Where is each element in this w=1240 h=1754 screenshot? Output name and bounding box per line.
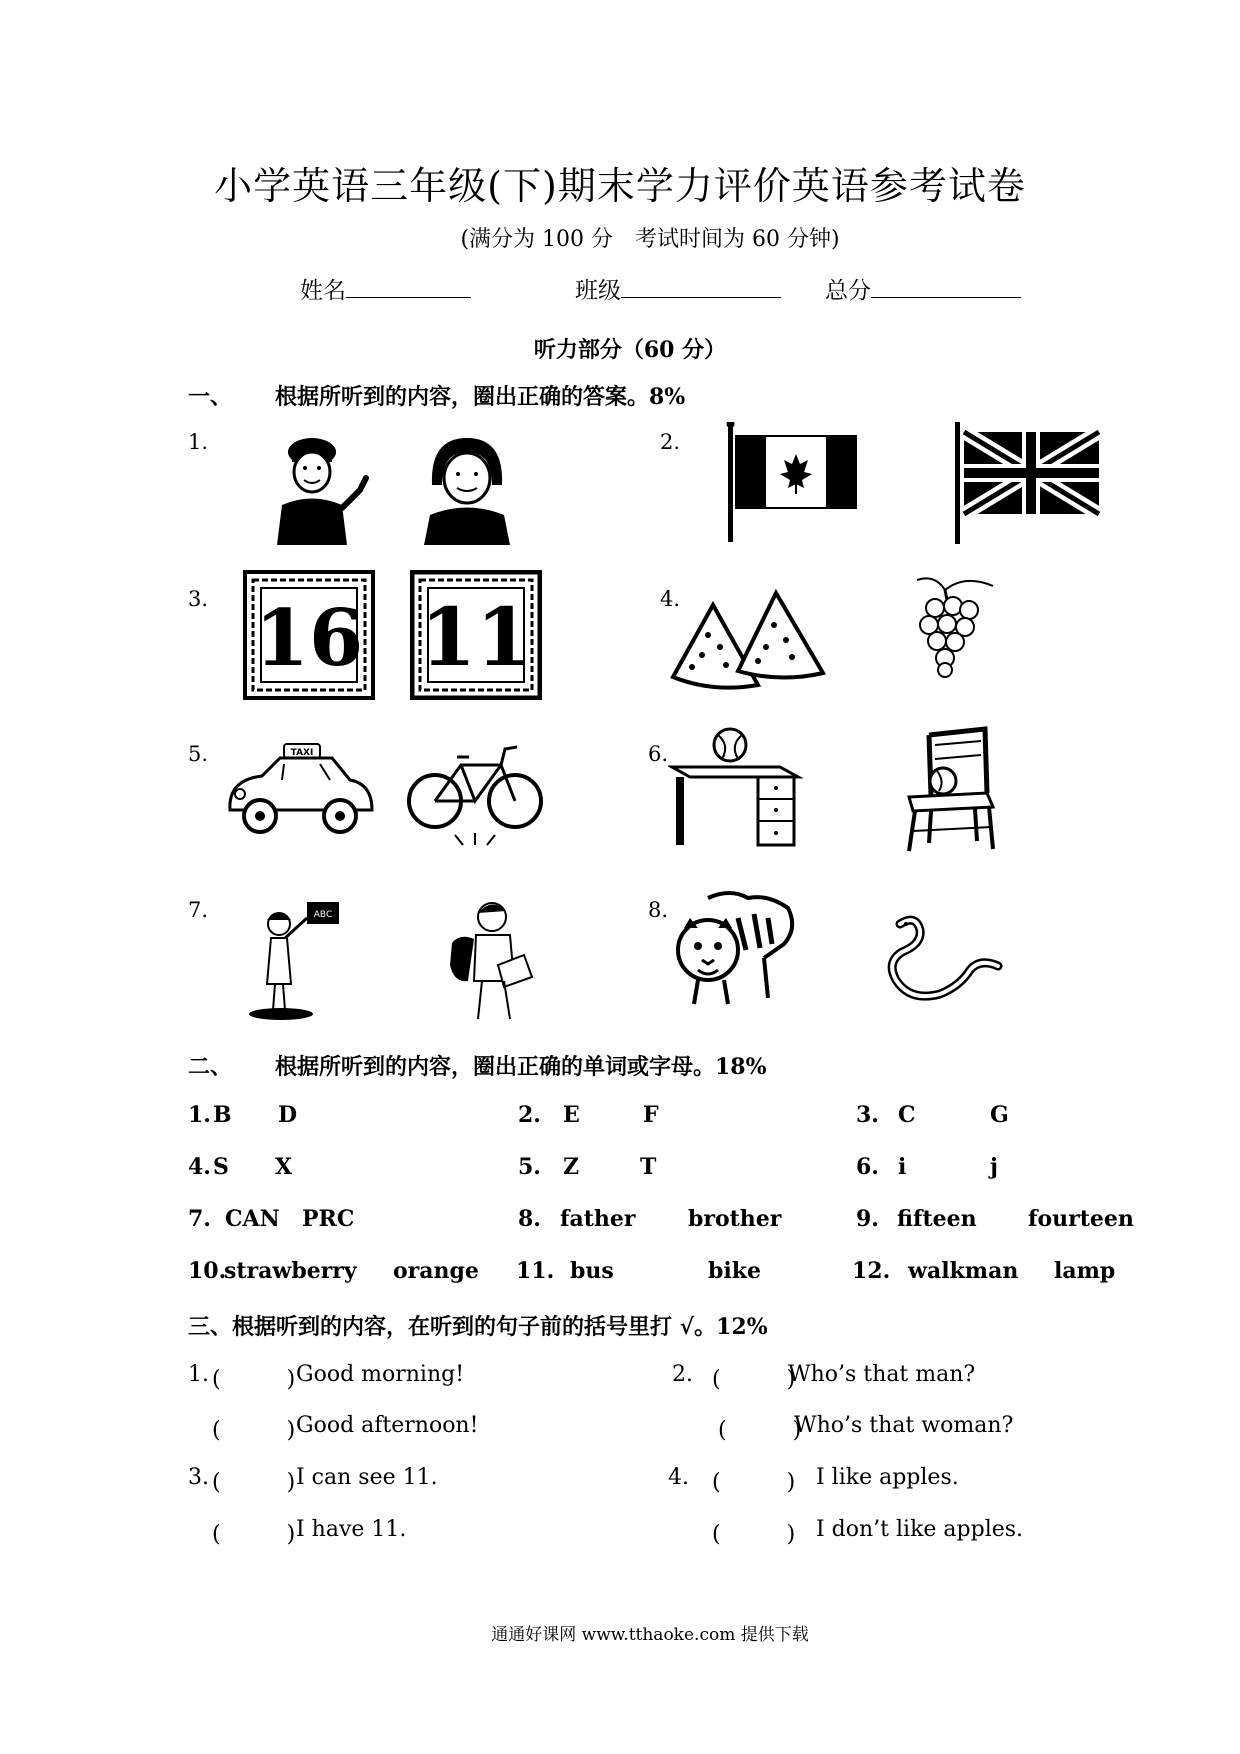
part3-item-number: 3. (188, 1465, 209, 1490)
sentence: I have 11. (296, 1517, 407, 1542)
part2-choice-b[interactable]: fourteen (1028, 1206, 1134, 1232)
answer-paren[interactable]: ( ) (712, 1470, 796, 1495)
answer-paren[interactable]: ( ) (212, 1367, 296, 1392)
part2-item-number: 10. (188, 1258, 227, 1284)
sentence: Who’s that man? (788, 1362, 976, 1387)
sentence: I don’t like apples. (816, 1517, 1024, 1542)
score-field (825, 272, 1021, 305)
girl-picture[interactable] (412, 430, 522, 545)
part2-choice-b[interactable]: G (990, 1102, 1009, 1128)
uk-flag[interactable] (950, 422, 1105, 544)
sentence: I like apples. (816, 1465, 959, 1490)
ball-on-desk[interactable] (668, 725, 803, 847)
part2-choice-b[interactable]: orange (393, 1258, 479, 1284)
part2-item-number: 8. (518, 1206, 541, 1232)
part1-heading-number: 一、 (188, 384, 233, 410)
class-field (575, 272, 781, 305)
part2-choice-b[interactable]: D (278, 1102, 298, 1128)
part2-choice-b[interactable]: X (275, 1154, 293, 1180)
grapes[interactable] (905, 570, 1005, 680)
board-text: ABC (313, 910, 333, 920)
part1-item-number: 3. (188, 587, 209, 611)
score-label: 总分 (825, 278, 871, 304)
part3-item-number: 1. (188, 1362, 209, 1387)
answer-paren[interactable]: ( ) (212, 1522, 296, 1547)
part1-heading: 根据所听到的内容，圈出正确的答案。8% (275, 384, 686, 410)
part2-item-number: 2. (518, 1102, 541, 1128)
sentence: Good afternoon! (296, 1413, 479, 1438)
bike[interactable] (405, 735, 545, 847)
teacher[interactable] (245, 898, 350, 1023)
page-subtitle: (满分为 100 分 考试时间为 60 分钟) (460, 227, 840, 252)
answer-paren[interactable]: ( ) (712, 1522, 796, 1547)
part1-item-number: 8. (648, 898, 669, 922)
part2-choice-b[interactable]: T (640, 1154, 657, 1180)
part2-choice-b[interactable]: lamp (1054, 1258, 1116, 1284)
part2-choice-a[interactable]: C (898, 1102, 916, 1128)
class-label: 班级 (575, 278, 621, 304)
part1-item-number: 6. (648, 742, 669, 766)
part1-item-number: 2. (660, 430, 681, 454)
taxi[interactable] (222, 740, 377, 838)
part2-item-number: 9. (856, 1206, 879, 1232)
part2-item-number: 4. (188, 1154, 211, 1180)
tile-16-label: 16 (254, 593, 364, 684)
part2-choice-a[interactable]: strawberry (224, 1258, 357, 1284)
part2-item-number: 3. (856, 1102, 879, 1128)
score-blank (871, 277, 1021, 298)
part2-item-number: 12. (852, 1258, 891, 1284)
part2-heading-number: 二、 (188, 1054, 233, 1080)
answer-paren[interactable]: ( ) (212, 1470, 296, 1495)
part2-choice-b[interactable]: F (643, 1102, 659, 1128)
student[interactable] (440, 895, 540, 1025)
part2-choice-a[interactable]: fifteen (897, 1206, 977, 1232)
number-16-tile[interactable] (243, 570, 375, 700)
part2-item-number: 11. (516, 1258, 555, 1284)
part1-item-number: 4. (660, 587, 681, 611)
name-label: 姓名 (300, 278, 346, 304)
canada-flag[interactable] (722, 422, 862, 542)
part2-item-number: 7. (188, 1206, 211, 1232)
tile-11-label: 11 (420, 590, 532, 684)
part2-choice-a[interactable]: i (898, 1154, 907, 1180)
footer-source: 通通好课网 www.tthaoke.com 提供下载 (491, 1625, 809, 1645)
tiger[interactable] (668, 888, 803, 1008)
part3-item-number: 4. (668, 1465, 689, 1490)
part2-heading: 根据所听到的内容，圈出正确的单词或字母。18% (275, 1054, 767, 1080)
listening-section-label: 听力部分（60 分） (533, 337, 727, 363)
part2-item-number: 1. (188, 1102, 211, 1128)
page-title: 小学英语三年级(下)期末学力评价英语参考试卷 (214, 164, 1026, 208)
part2-choice-b[interactable]: brother (688, 1206, 782, 1232)
part3-heading: 三、根据听到的内容，在听到的句子前的括号里打 √。12% (188, 1314, 768, 1340)
part2-choice-b[interactable]: j (990, 1154, 998, 1180)
ball-on-chair[interactable] (895, 725, 1000, 855)
part2-choice-a[interactable]: E (563, 1102, 580, 1128)
name-blank (346, 277, 471, 298)
part2-choice-a[interactable]: bus (570, 1258, 614, 1284)
sentence: I can see 11. (296, 1465, 438, 1490)
part1-item-number: 1. (188, 430, 209, 454)
part2-choice-a[interactable]: S (213, 1154, 229, 1180)
snake[interactable] (880, 910, 1005, 1010)
answer-paren[interactable]: ( ) (718, 1418, 802, 1443)
part1-item-number: 5. (188, 742, 209, 766)
boy-waving-picture[interactable] (262, 430, 372, 545)
part2-choice-a[interactable]: CAN (225, 1206, 280, 1232)
part2-choice-b[interactable]: bike (708, 1258, 761, 1284)
part2-item-number: 6. (856, 1154, 879, 1180)
answer-paren[interactable]: ( ) (712, 1367, 796, 1392)
sentence: Who’s that woman? (794, 1413, 1014, 1438)
part2-choice-b[interactable]: PRC (302, 1206, 355, 1232)
part2-choice-a[interactable]: Z (563, 1154, 580, 1180)
answer-paren[interactable]: ( ) (212, 1418, 296, 1443)
part2-choice-a[interactable]: walkman (908, 1258, 1019, 1284)
part2-choice-a[interactable]: father (560, 1206, 636, 1232)
taxi-sign-label: TAXI (290, 748, 314, 758)
part2-item-number: 5. (518, 1154, 541, 1180)
part3-item-number: 2. (672, 1362, 693, 1387)
name-field (300, 272, 471, 305)
number-11-tile[interactable] (410, 570, 542, 700)
sentence: Good morning! (296, 1362, 465, 1387)
watermelon-slices[interactable] (668, 585, 828, 695)
part1-item-number: 7. (188, 898, 209, 922)
class-blank (621, 277, 781, 298)
part2-choice-a[interactable]: B (213, 1102, 232, 1128)
